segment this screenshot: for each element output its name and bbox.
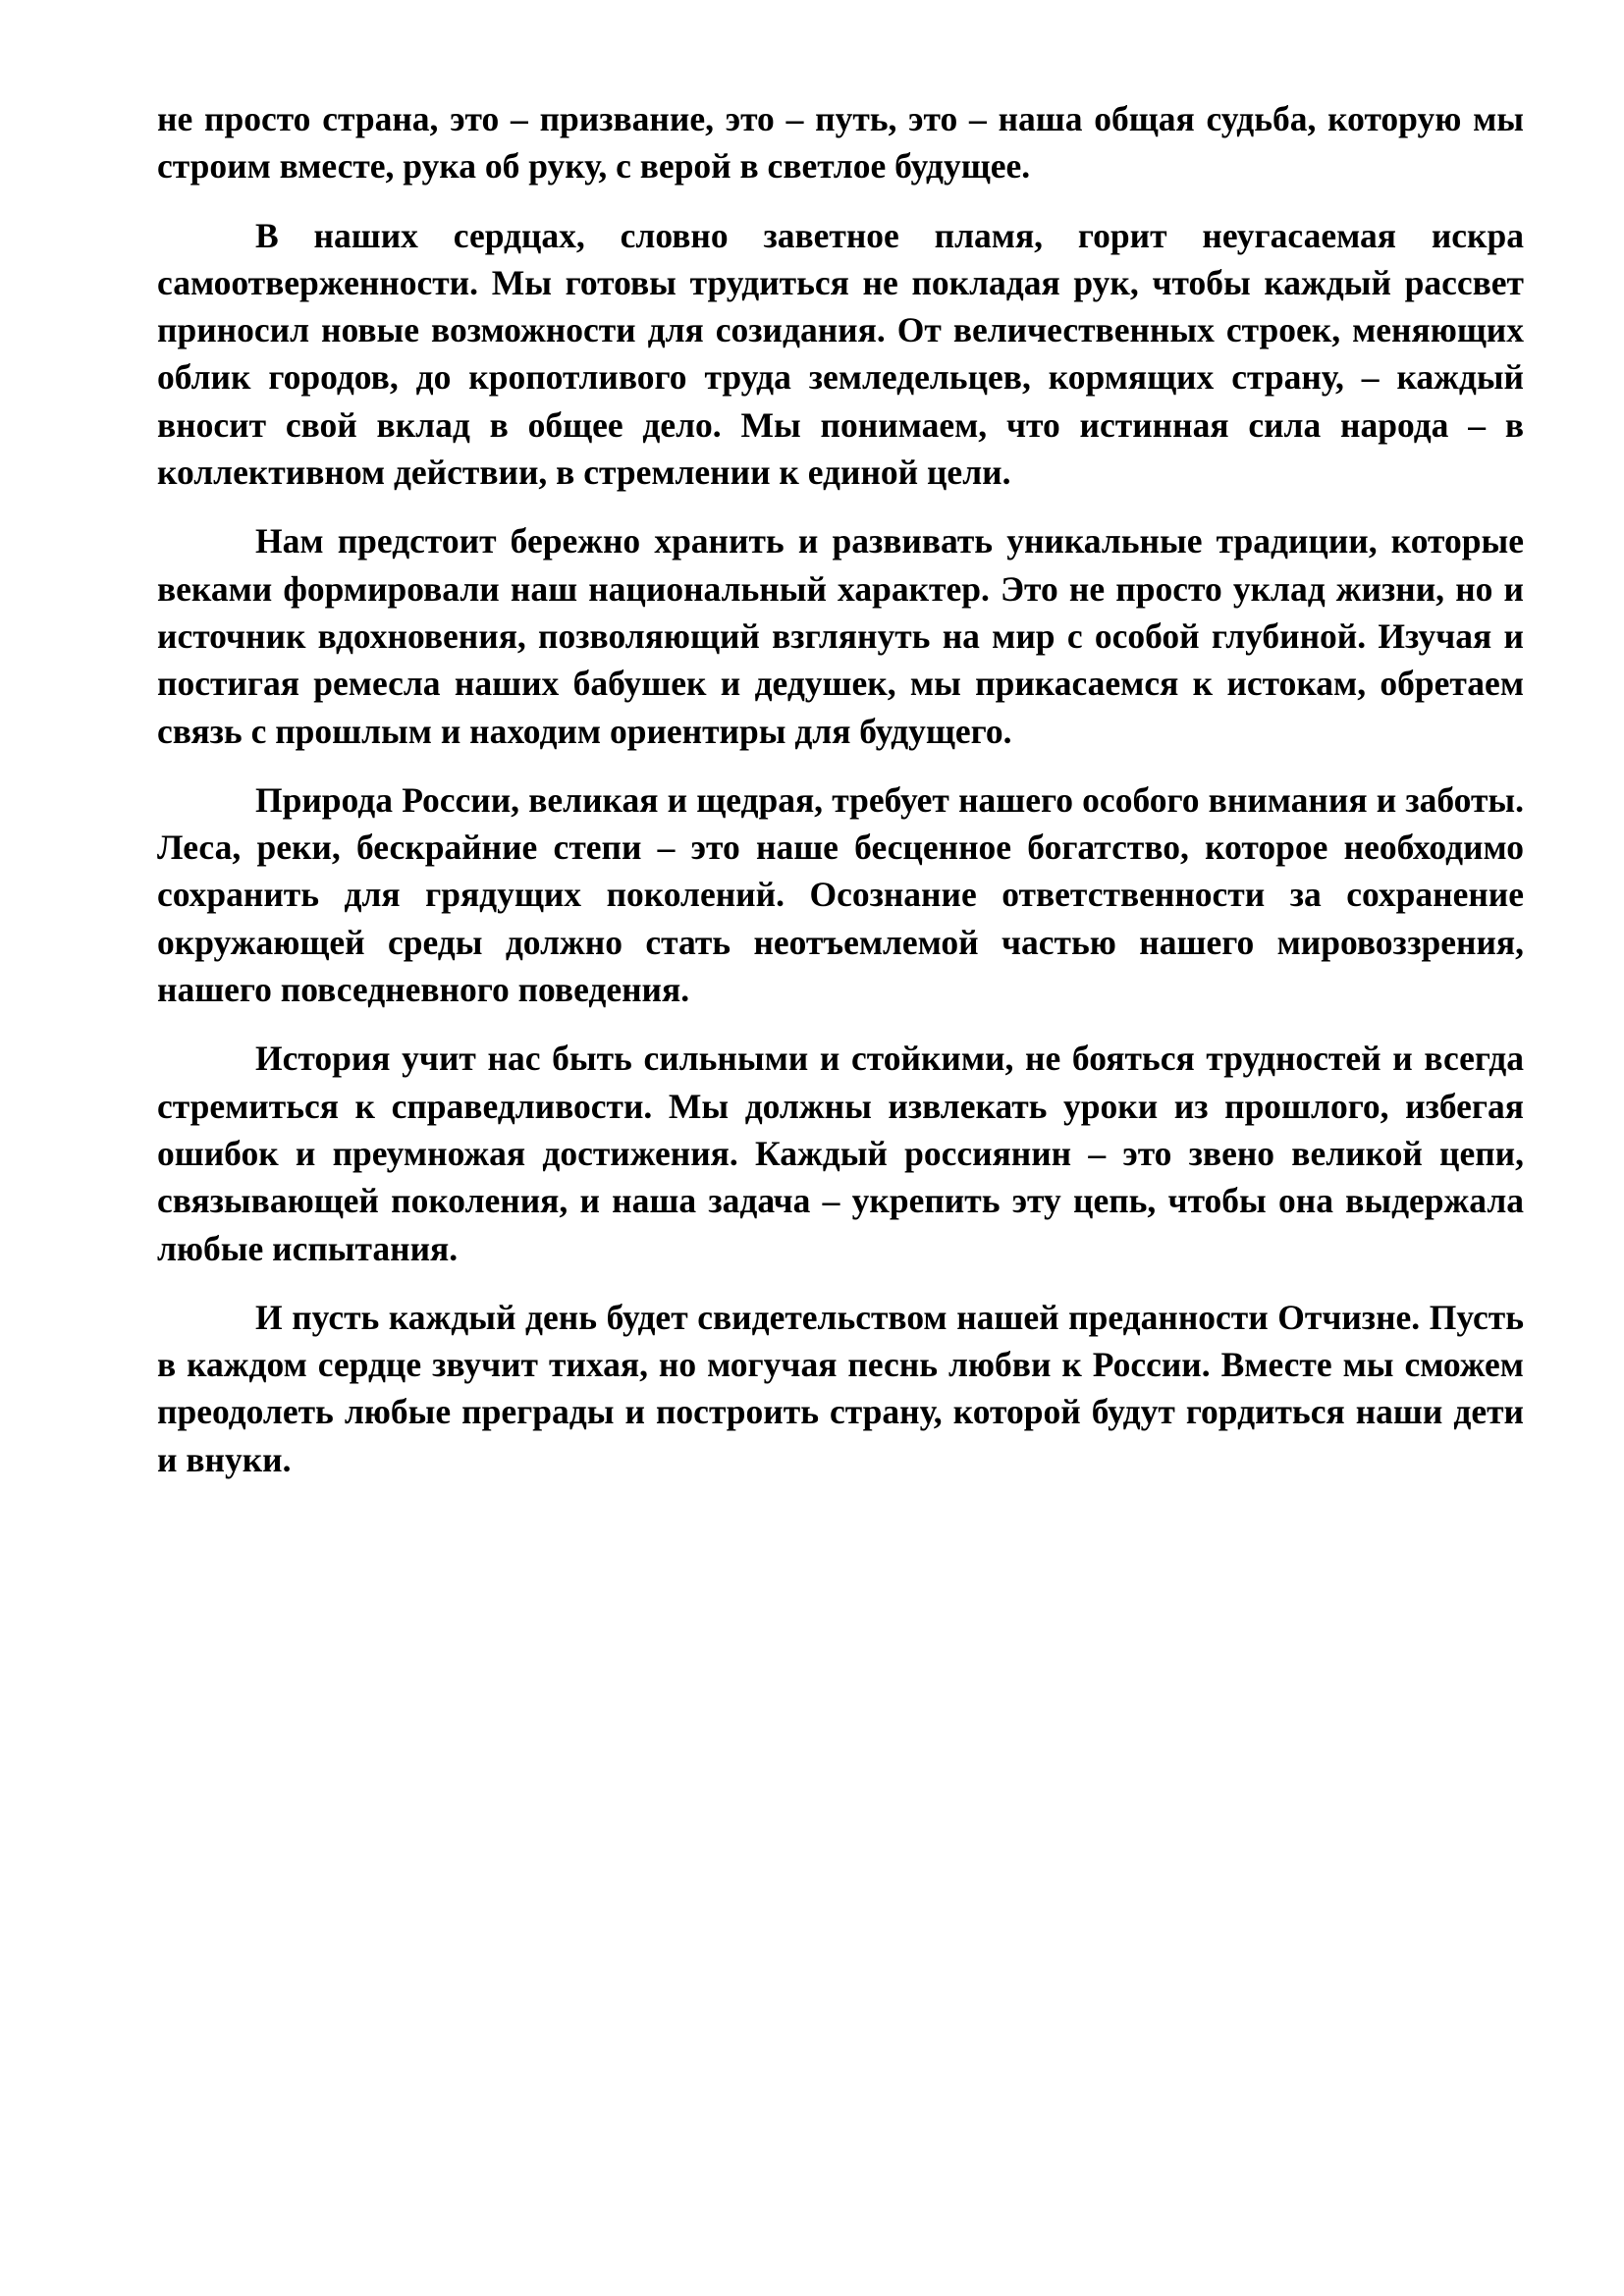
paragraph-continued: не просто страна, это – призвание, это – путь, это – наша общая судьба, которую мы строим вместе, рука об руку, с верой в светлое будущее. [157, 99, 1524, 187]
document-body [157, 95, 1524, 1505]
paragraph-history: История учит нас быть сильными и стойкими, не бояться трудностей и всегда стремиться к справедливости. Мы должны извлекать уроки из прошлого, избегая ошибок и преумножая достижения. Каждый россиянин – это звено великой цепи, связывающей поколения, и наша задача – укрепить эту цепь, чтобы она выдержала любые испытания. [157, 1039, 1524, 1268]
paragraph-traditions: Нам предстоит бережно хранить и развивать уникальные традиции, которые веками формировали наш национальный характер. Это не просто уклад жизни, но и источник вдохновения, позволяющий взглянуть на мир с особой глубиной. Изучая и постигая ремесла наших бабушек и дедушек, мы прикасаемся к истокам, обретаем связь с прошлым и находим ориентиры для будущего. [157, 521, 1524, 751]
paragraph-conclusion: И пусть каждый день будет свидетельством нашей преданности Отчизне. Пусть в каждом сердце звучит тихая, но могучая песнь любви к России. Вместе мы сможем преодолеть любые преграды и построить страну, которой будут гордиться наши дети и внуки. [157, 1297, 1524, 1479]
paragraph-sacrifice: В наших сердцах, словно заветное пламя, горит неугасаемая искра самоотверженности. Мы готовы трудиться не покладая рук, чтобы каждый рассвет приносил новые возможности для созидания. От величественных строек, меняющих облик городов, до кропотливого труда земледельцев, кормящих страну, – каждый вносит свой вклад в общее дело. Мы понимаем, что истинная сила народа – в коллективном действии, в стремлении к единой цели. [157, 215, 1524, 493]
paragraph-nature: Природа России, великая и щедрая, требует нашего особого внимания и заботы. Леса, реки, бескрайние степи – это наше бесценное богатство, которое необходимо сохранить для грядущих поколений. Осознание ответственности за сохранение окружающей среды должно стать неотъемлемой частью нашего мировоззрения, нашего повседневного поведения. [157, 779, 1524, 1010]
